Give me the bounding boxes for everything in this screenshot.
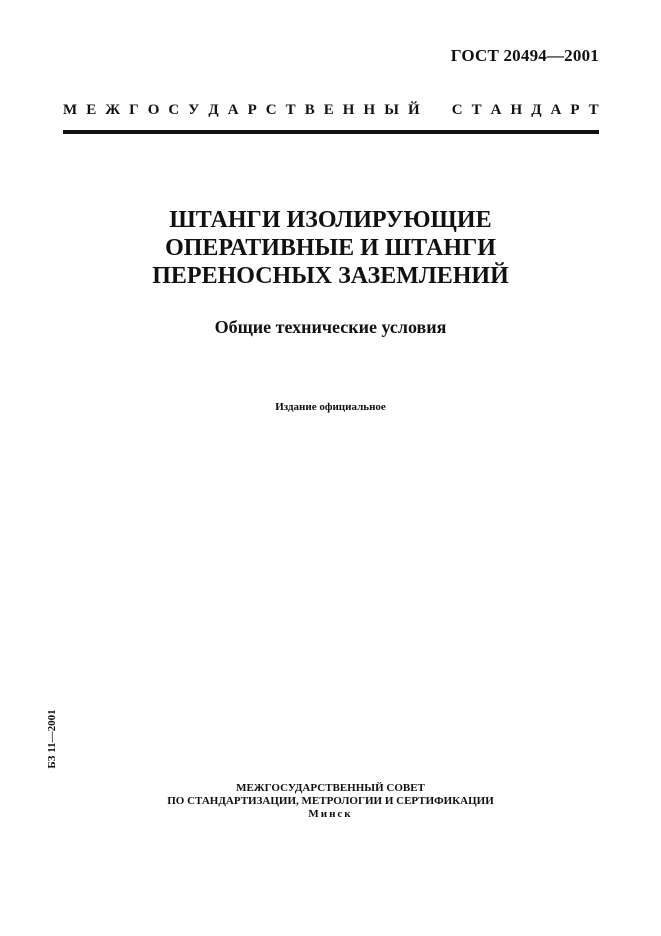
title-line-3: ПЕРЕНОСНЫХ ЗАЗЕМЛЕНИЙ <box>152 263 509 289</box>
header-rule <box>63 130 599 134</box>
standard-type-letter: Т <box>285 102 296 118</box>
publisher-line-1: МЕЖГОСУДАРСТВЕННЫЙ СОВЕТ <box>236 782 425 794</box>
standard-type-letter: А <box>550 102 562 118</box>
document-title <box>0 206 661 290</box>
document-code: ГОСТ 20494—2001 <box>450 46 599 65</box>
standard-type-letter: М <box>63 102 78 118</box>
standard-type-heading <box>63 102 599 119</box>
publisher-line-2: ПО СТАНДАРТИЗАЦИИ, МЕТРОЛОГИИ И СЕРТИФИКАЦИИ <box>167 795 494 807</box>
standard-type-letter: Н <box>510 102 523 118</box>
title-line-2: ОПЕРАТИВНЫЕ И ШТАНГИ <box>165 235 496 261</box>
standard-type-letter: Р <box>247 102 257 118</box>
document-subtitle: Общие технические условия <box>214 317 447 337</box>
standard-type-letter: Д <box>531 102 542 118</box>
standard-type-letter: С <box>265 102 277 118</box>
standard-type-letter: Т <box>471 102 482 118</box>
standard-type-letter <box>429 102 443 119</box>
standard-type-letter: Ж <box>105 102 121 118</box>
standard-type-letter: О <box>147 102 160 118</box>
standard-type-letter: Г <box>129 102 139 118</box>
standard-type-letter: Й <box>407 102 420 118</box>
title-line-1: ШТАНГИ ИЗОЛИРУЮЩИЕ <box>169 207 492 233</box>
standard-type-letter: С <box>168 102 180 118</box>
standard-type-letter: Н <box>363 102 376 118</box>
standard-type-letter: А <box>227 102 239 118</box>
side-code: БЗ 11—2001 <box>46 709 58 769</box>
standard-type-letter: С <box>451 102 463 118</box>
standard-type-letter: Ы <box>384 102 399 118</box>
publisher-block <box>0 782 661 821</box>
standard-type-letter: Р <box>570 102 580 118</box>
standard-type-letter: Е <box>86 102 97 118</box>
standard-type-letter: Д <box>208 102 219 118</box>
standard-type-letter: Е <box>323 102 334 118</box>
standard-type-letter: Н <box>342 102 355 118</box>
standard-type-letter: А <box>490 102 502 118</box>
standard-type-letter: У <box>188 102 200 118</box>
edition-note: Издание официальное <box>275 401 386 413</box>
publisher-city: Минск <box>308 808 353 820</box>
standard-type-letter: В <box>304 102 315 118</box>
standard-type-letter: Т <box>588 102 599 118</box>
